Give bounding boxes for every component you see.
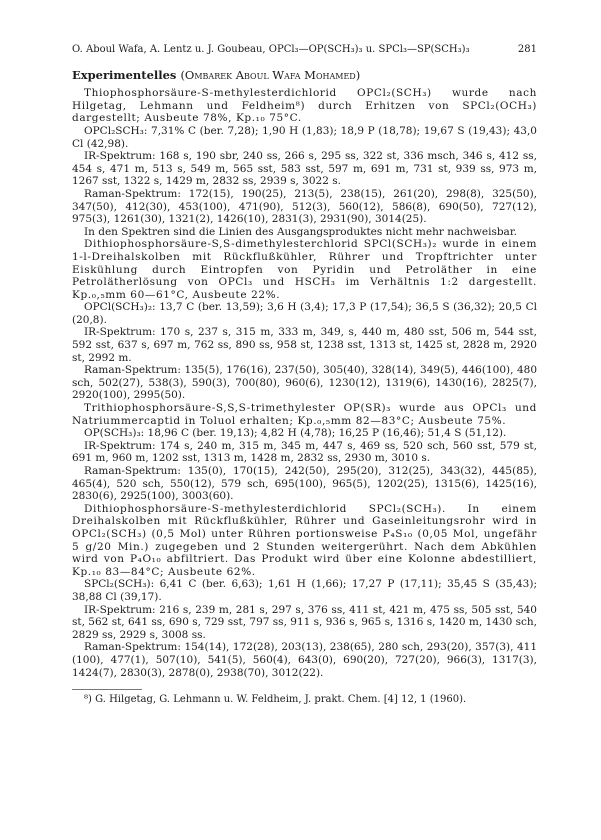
ir-spectrum-op-sch3-3: IR-Spektrum: 174 s, 240 m, 315 m, 345 m, 447 s, 469 ss, 520 sch, 560 sst, 579 st, 691 m, 960 m, 1202 sst, 1313 m, 1428 m, 2832 ss, 2930 m, 3010 s. (72, 439, 537, 465)
raman-spectrum-opcl2sch3: Raman-Spektrum: 172(15), 190(25), 213(5), 238(15), 261(20), 298(8), 325(50), 347(50), 412(30), 453(100), 471(90), 512(3), 560(12), 586(8), 690(50), 727(12), 975(3), 1261(30), 1321(2), 1426(10), 2831(3), 2931(90), 3014(25). (72, 187, 537, 226)
running-header (72, 44, 537, 57)
analysis-op-sch3-3: OP(SCH₃)₃: 18,96 C (ber. 19,13); 4,82 H (4,78); 16,25 P (16,46); 51,4 S (51,12). (84, 427, 507, 440)
section-title: Experimentelles (72, 67, 177, 82)
paragraph-synthesis-spcl2sch3: Dithiophosphorsäure-S-methylesterdichlorid SPCl₂(SCH₃). In einem Dreihalskolben mit Rückflußkühler, Rührer und Gaseinleitungsrohr wird in OPCl₂(SCH₃) (0,5 Mol) unter Rühren portionsweise P₄S₁₀ (0,05 Mol, ungefähr 5 g/20 Min.) zugegeben und 2 Stunden weitergerührt. Nach dem Abkühlen wird von P₄O₁₀ abfiltriert. Das Produkt wird über eine Kolonne abdestilliert, Kp.₁₀ 83—84°C; Ausbeute 62%. (72, 502, 537, 578)
ir-spectrum-opcl2sch3: IR-Spektrum: 168 s, 190 sbr, 240 ss, 266 s, 295 ss, 322 st, 336 msch, 346 s, 412 ss, 454 s, 471 m, 513 s, 549 m, 565 sst, 583 sst, 597 m, 691 m, 731 st, 939 ss, 973 m, 1267 sst, 1322 s, 1429 m, 2832 ss, 2939 s, 3022 s. (72, 150, 537, 188)
note-starting-material: In den Spektren sind die Linien des Ausgangsproduktes nicht mehr nachweisbar. (84, 225, 518, 238)
ir-spectrum-opcl-sch3-2: IR-Spektrum: 170 s, 237 s, 315 m, 333 m, 349, s, 440 m, 480 sst, 506 m, 544 sst, 592 sst, 637 s, 697 m, 762 ss, 890 ss, 958 st, 1238 sst, 1313 st, 1425 st, 2828 m, 2920 st, 2992 m. (72, 326, 537, 364)
raman-spectrum-opcl-sch3-2: Raman-Spektrum: 135(5), 176(16), 237(50), 305(40), 328(14), 349(5), 446(100), 480 sch, 502(27), 538(3), 590(3), 700(80), 960(6), 1230(12), 1319(6), 1430(16), 2825(7), 2920(100), 2995(50). (72, 364, 537, 402)
analysis-opcl2sch3: OPCl₂SCH₃: 7,31% C (ber. 7,28); 1,90 H (1,83); 18,9 P (18,78); 19,67 S (19,43); 43,0 Cl (42,98). (72, 124, 537, 150)
paragraph-synthesis-opcl2sch3: Thiophosphorsäure-S-methylesterdichlorid OPCl₂(SCH₃) wurde nach Hilgetag, Lehmann und Feldheim⁸) durch Erhitzen von SPCl₂(OCH₃) dargestellt; Ausbeute 78%, Kp.₁₀ 75°C. (72, 87, 537, 125)
page-number: 281 (517, 44, 537, 55)
analysis-spcl2sch3: SPCl₂(SCH₃): 6,41 C (ber. 6,63); 1,61 H (1,66); 17,27 P (17,11); 35,45 S (35,43); 38,88 Cl (39,17). (72, 578, 537, 603)
raman-spectrum-spcl2sch3: Raman-Spektrum: 154(14), 172(28), 203(13), 238(65), 280 sch, 293(20), 357(3), 411 (100), 477(1), 507(10), 541(5), 560(4), 643(0), 690(20), 727(20), 966(3), 1317(3), 1424(7), 2830(3), 2878(0), 2938(70), 3012(22). (72, 641, 537, 679)
analysis-opcl-sch3-2: OPCl(SCH₃)₂: 13,7 C (ber. 13,59); 3,6 H (3,4); 17,3 P (17,54); 36,5 S (36,32); 20,5 Cl (20,8). (72, 301, 537, 326)
section-heading (72, 69, 537, 82)
footnote-8: ⁸) G. Hilgetag, G. Lehmann u. W. Feldheim, J. prakt. Chem. [4] 12, 1 (1960). (84, 694, 467, 706)
paragraph-synthesis-spcl-sch3-2: Dithiophosphorsäure-S,S-dimethylesterchlorid SPCl(SCH₃)₂ wurde in einem 1-l-Dreihalskolben mit Rückflußkühler, Rührer und Tropftrichter unter Eiskühlung durch Eintropfen von Pyridin und Petroläther in eine Petrolätherlösung von OPCl₃ und HSCH₃ im Verhältnis 1:2 dargestellt. Kp.₀,₅mm 60—61°C, Ausbeute 22%. (72, 238, 537, 301)
footnote-divider (72, 689, 142, 690)
paragraph-synthesis-op-sr-3: Trithiophosphorsäure-S,S,S-trimethylester OP(SR)₃ wurde aus OPCl₃ und Natriummercaptid in Toluol erhalten; Kp.₀,₅mm 82—83°C; Ausbeute 75%. (72, 402, 537, 427)
section-subtitle: (Ombarek Aboul Wafa Mohamed) (180, 67, 361, 82)
raman-spectrum-op-sch3-3: Raman-Spektrum: 135(0), 170(15), 242(50), 295(20), 312(25), 343(32), 445(85), 465(4), 520 sch, 550(12), 579 sch, 695(100), 965(5), 1202(25), 1315(6), 1425(16), 2830(6), 2925(100), 3003(60). (72, 465, 537, 503)
ir-spectrum-spcl2sch3: IR-Spektrum: 216 s, 239 m, 281 s, 297 s, 376 ss, 411 st, 421 m, 475 ss, 505 sst, 540 st, 562 st, 641 ss, 690 s, 729 sst, 797 ss, 911 s, 936 s, 965 s, 1316 s, 1420 m, 1430 sch, 2829 ss, 2929 s, 3008 ss. (72, 603, 537, 641)
running-header-title: O. Aboul Wafa, A. Lentz u. J. Goubeau, OPCl₃—OP(SCH₃)₃ u. SPCl₃—SP(SCH₃)₃ (72, 44, 470, 55)
